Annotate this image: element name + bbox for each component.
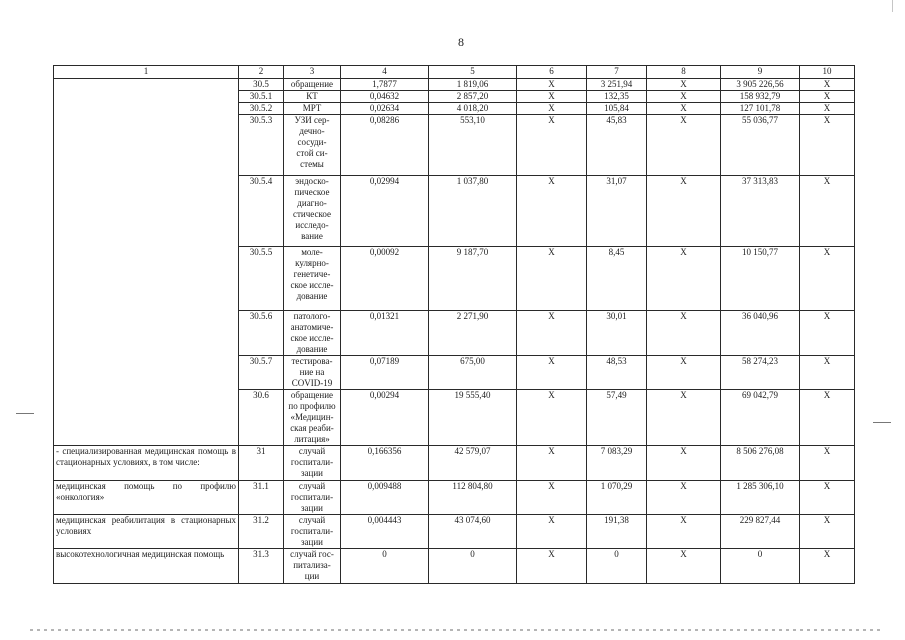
cell-col-4: 0,009488	[341, 481, 429, 515]
cell-col-8: Х	[647, 481, 721, 515]
cell-col-8: Х	[647, 390, 721, 446]
cell-col-9: 229 827,44	[721, 515, 800, 549]
cell-col-7: 48,53	[587, 356, 647, 390]
cell-col-5: 19 555,40	[429, 390, 517, 446]
cell-col-10: Х	[800, 79, 855, 91]
cell-col-8: Х	[647, 91, 721, 103]
cell-col-5: 0	[429, 549, 517, 584]
cell-col-3: обращение	[284, 79, 341, 91]
cell-col-4: 0,02634	[341, 103, 429, 115]
cell-col-4: 0,00294	[341, 390, 429, 446]
cell-col-6: Х	[517, 91, 587, 103]
page-number: 8	[458, 35, 464, 49]
row-description: медицинская помощь по профилю «онкология»	[54, 481, 239, 515]
cell-col-3: случай госпитали- зации	[284, 446, 341, 481]
cell-col-3: случай госпитали- зации	[284, 481, 341, 515]
cell-col-7: 1 070,29	[587, 481, 647, 515]
header-cell: 8	[647, 66, 721, 79]
cell-col-4: 0,08286	[341, 115, 429, 176]
cell-col-6: Х	[517, 549, 587, 584]
cell-col-8: Х	[647, 515, 721, 549]
header-cell: 10	[800, 66, 855, 79]
header-cell: 1	[54, 66, 239, 79]
table-row	[54, 79, 855, 91]
cell-col-9: 36 040,96	[721, 311, 800, 356]
cell-col-8: Х	[647, 356, 721, 390]
cell-col-2: 30.5.1	[239, 91, 284, 103]
cell-col-9: 1 285 306,10	[721, 481, 800, 515]
header-cell: 5	[429, 66, 517, 79]
row-description: - специализированная медицинская помощь в стационарных условиях, в том числе:	[54, 446, 239, 481]
cell-col-5: 675,00	[429, 356, 517, 390]
cell-col-5: 4 018,20	[429, 103, 517, 115]
cell-col-5: 1 037,80	[429, 176, 517, 247]
cell-col-2: 30.5.4	[239, 176, 284, 247]
cell-col-8: Х	[647, 115, 721, 176]
cell-col-2: 30.5.5	[239, 247, 284, 311]
cell-col-6: Х	[517, 115, 587, 176]
cell-col-4: 0,04632	[341, 91, 429, 103]
cell-col-7: 31,07	[587, 176, 647, 247]
empty-merged-cell	[54, 79, 239, 446]
header-cell: 7	[587, 66, 647, 79]
cell-col-10: Х	[800, 311, 855, 356]
cell-col-3: эндоско- пическое диагно- стическое исследо- вание	[284, 176, 341, 247]
cell-col-6: Х	[517, 247, 587, 311]
cell-col-7: 30,01	[587, 311, 647, 356]
cell-col-6: Х	[517, 481, 587, 515]
scan-noise	[30, 629, 880, 631]
cell-col-4: 0,00092	[341, 247, 429, 311]
budget-table	[53, 65, 855, 584]
cell-col-5: 9 187,70	[429, 247, 517, 311]
cell-col-2: 31	[239, 446, 284, 481]
cell-col-10: Х	[800, 549, 855, 584]
cell-col-6: Х	[517, 390, 587, 446]
cell-col-3: случай госпитали- зации	[284, 515, 341, 549]
cell-col-5: 553,10	[429, 115, 517, 176]
cell-col-4: 0,01321	[341, 311, 429, 356]
cell-col-2: 31.1	[239, 481, 284, 515]
scan-edge	[892, 0, 893, 12]
cell-col-8: Х	[647, 103, 721, 115]
cell-col-4: 0,166356	[341, 446, 429, 481]
cell-col-9: 127 101,78	[721, 103, 800, 115]
cell-col-9: 8 506 276,08	[721, 446, 800, 481]
cell-col-9: 37 313,83	[721, 176, 800, 247]
margin-mark	[873, 422, 891, 423]
cell-col-7: 132,35	[587, 91, 647, 103]
cell-col-8: Х	[647, 446, 721, 481]
cell-col-7: 7 083,29	[587, 446, 647, 481]
cell-col-5: 2 271,90	[429, 311, 517, 356]
cell-col-9: 158 932,79	[721, 91, 800, 103]
cell-col-7: 0	[587, 549, 647, 584]
header-cell: 6	[517, 66, 587, 79]
cell-col-8: Х	[647, 247, 721, 311]
cell-col-9: 58 274,23	[721, 356, 800, 390]
cell-col-2: 30.6	[239, 390, 284, 446]
cell-col-2: 30.5	[239, 79, 284, 91]
cell-col-10: Х	[800, 91, 855, 103]
cell-col-3: тестирова- ние на COVID-19	[284, 356, 341, 390]
cell-col-7: 3 251,94	[587, 79, 647, 91]
margin-mark	[16, 413, 34, 414]
cell-col-5: 42 579,07	[429, 446, 517, 481]
header-cell: 3	[284, 66, 341, 79]
cell-col-2: 30.5.6	[239, 311, 284, 356]
cell-col-7: 8,45	[587, 247, 647, 311]
cell-col-2: 30.5.3	[239, 115, 284, 176]
cell-col-4: 0,02994	[341, 176, 429, 247]
cell-col-4: 0	[341, 549, 429, 584]
cell-col-8: Х	[647, 176, 721, 247]
cell-col-8: Х	[647, 549, 721, 584]
cell-col-7: 57,49	[587, 390, 647, 446]
table-row	[54, 549, 855, 584]
row-description: высокотехнологичная медицинская помощь	[54, 549, 239, 584]
cell-col-3: КТ	[284, 91, 341, 103]
cell-col-5: 2 857,20	[429, 91, 517, 103]
table-row	[54, 446, 855, 481]
cell-col-10: Х	[800, 390, 855, 446]
cell-col-10: Х	[800, 481, 855, 515]
cell-col-2: 30.5.7	[239, 356, 284, 390]
cell-col-10: Х	[800, 515, 855, 549]
cell-col-3: случай гос- питализа- ции	[284, 549, 341, 584]
cell-col-6: Х	[517, 515, 587, 549]
cell-col-4: 0,004443	[341, 515, 429, 549]
header-cell: 2	[239, 66, 284, 79]
cell-col-6: Х	[517, 446, 587, 481]
row-description: медицинская реабилитация в стационарных условиях	[54, 515, 239, 549]
cell-col-10: Х	[800, 446, 855, 481]
cell-col-8: Х	[647, 311, 721, 356]
cell-col-6: Х	[517, 311, 587, 356]
cell-col-9: 10 150,77	[721, 247, 800, 311]
cell-col-3: обращение по профилю «Медицин- ская реаби- литация»	[284, 390, 341, 446]
cell-col-6: Х	[517, 176, 587, 247]
cell-col-9: 0	[721, 549, 800, 584]
cell-col-2: 30.5.2	[239, 103, 284, 115]
header-row	[54, 66, 855, 79]
cell-col-7: 191,38	[587, 515, 647, 549]
cell-col-10: Х	[800, 115, 855, 176]
cell-col-2: 31.2	[239, 515, 284, 549]
cell-col-7: 45,83	[587, 115, 647, 176]
cell-col-7: 105,84	[587, 103, 647, 115]
cell-col-5: 1 819,06	[429, 79, 517, 91]
cell-col-8: Х	[647, 79, 721, 91]
cell-col-4: 0,07189	[341, 356, 429, 390]
cell-col-3: УЗИ сер- дечно- сосуди- стой си- стемы	[284, 115, 341, 176]
cell-col-10: Х	[800, 356, 855, 390]
cell-col-9: 3 905 226,56	[721, 79, 800, 91]
cell-col-5: 112 804,80	[429, 481, 517, 515]
cell-col-10: Х	[800, 103, 855, 115]
table-row	[54, 515, 855, 549]
cell-col-6: Х	[517, 103, 587, 115]
header-cell: 4	[341, 66, 429, 79]
header-cell: 9	[721, 66, 800, 79]
cell-col-3: моле- кулярно- генетиче- ское иссле- дование	[284, 247, 341, 311]
cell-col-9: 69 042,79	[721, 390, 800, 446]
cell-col-3: патолого- анатомиче- ское иссле- дование	[284, 311, 341, 356]
cell-col-6: Х	[517, 356, 587, 390]
cell-col-10: Х	[800, 176, 855, 247]
cell-col-5: 43 074,60	[429, 515, 517, 549]
cell-col-3: МРТ	[284, 103, 341, 115]
cell-col-10: Х	[800, 247, 855, 311]
cell-col-6: Х	[517, 79, 587, 91]
table-row	[54, 481, 855, 515]
cell-col-2: 31.3	[239, 549, 284, 584]
cell-col-4: 1,7877	[341, 79, 429, 91]
cell-col-9: 55 036,77	[721, 115, 800, 176]
